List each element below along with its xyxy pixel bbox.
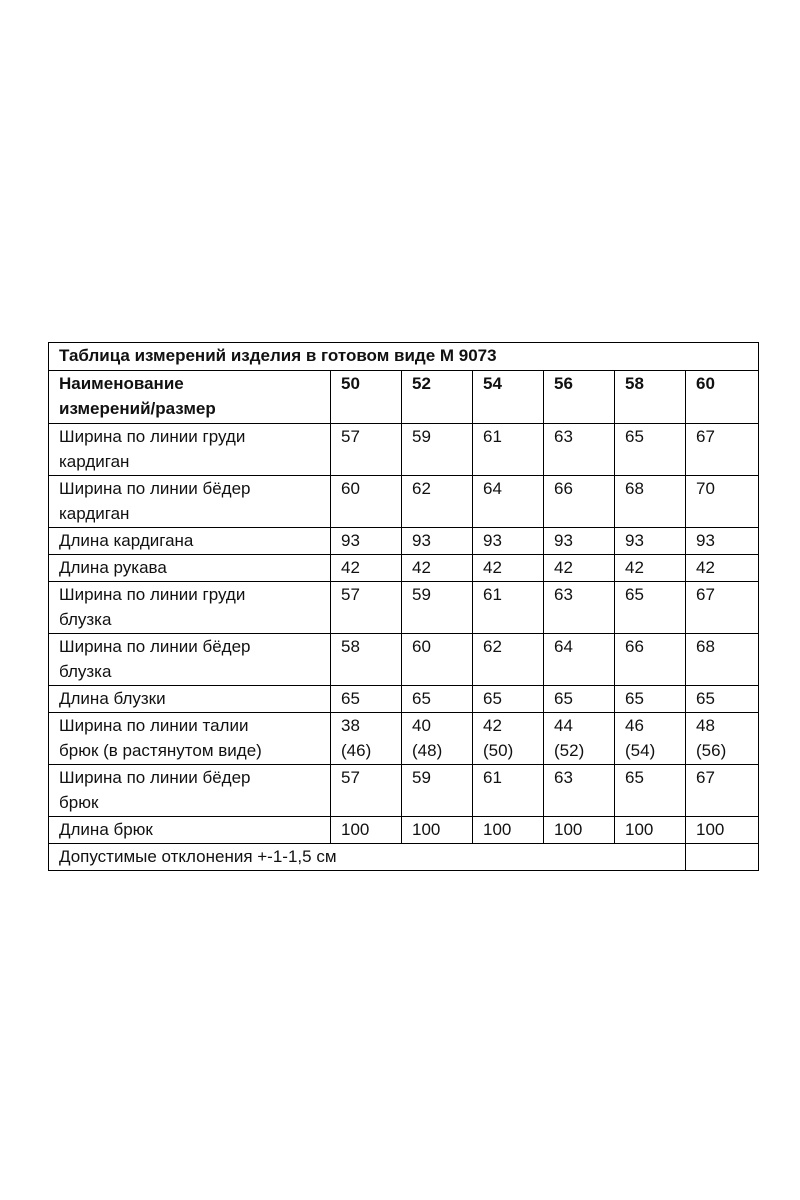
value-line: 93 [554,531,573,550]
row-name-cell [49,765,331,817]
value-cell [615,634,686,686]
value-line: 42 [341,558,360,577]
row-name-cell [49,424,331,476]
row-name-line: Длина брюк [59,820,153,839]
empty-cell [686,844,759,871]
value-cell [544,634,615,686]
value-cell [331,424,402,476]
value-line: 61 [483,768,502,787]
table-footer-row [49,844,759,871]
value-line: 57 [341,585,360,604]
value-line: 100 [483,820,512,839]
value-line: 57 [341,427,360,446]
value-cell [473,713,544,765]
header-name-cell [49,371,331,424]
value-cell [615,424,686,476]
value-cell [615,528,686,555]
value-cell [686,555,759,582]
value-line: 48 [696,716,715,735]
value-line: 100 [341,820,370,839]
value-line: 65 [483,689,502,708]
value-cell [615,686,686,713]
value-line: (56) [696,741,727,760]
value-line: 42 [483,716,502,735]
row-name-cell [49,476,331,528]
value-cell [686,476,759,528]
value-line: 61 [483,427,502,446]
row-name-line: Ширина по линии бёдер [59,768,251,787]
header-size-cell: 50 [331,371,402,424]
row-name-cell [49,555,331,582]
value-cell [615,713,686,765]
value-cell [473,634,544,686]
value-line: 42 [412,558,431,577]
value-line: 93 [341,531,360,550]
value-line: 100 [696,820,725,839]
value-cell [331,817,402,844]
value-cell [544,765,615,817]
value-line: 65 [341,689,360,708]
row-name-cell [49,817,331,844]
table-row [49,686,759,713]
value-line: 100 [625,820,654,839]
value-line: 64 [554,637,573,656]
value-line: 63 [554,427,573,446]
value-cell [331,765,402,817]
header-size-cell: 52 [402,371,473,424]
value-line: 63 [554,768,573,787]
row-name-cell [49,528,331,555]
value-cell [402,634,473,686]
row-name-cell [49,686,331,713]
row-name-line: Ширина по линии груди [59,427,246,446]
value-line: 60 [341,479,360,498]
value-cell [331,686,402,713]
table-row [49,634,759,686]
value-line: 65 [625,768,644,787]
value-cell [402,424,473,476]
header-name-line: Наименование [59,374,184,393]
value-line: 44 [554,716,573,735]
value-cell [331,634,402,686]
value-line: (50) [483,741,514,760]
value-line: 100 [554,820,583,839]
row-name-line: брюк (в растянутом виде) [59,741,262,760]
value-line: 59 [412,427,431,446]
value-cell [615,476,686,528]
value-cell [473,817,544,844]
value-line: 68 [625,479,644,498]
value-line: 46 [625,716,644,735]
value-line: 67 [696,768,715,787]
value-cell [402,817,473,844]
value-line: 70 [696,479,715,498]
value-line: 67 [696,427,715,446]
value-cell [402,476,473,528]
value-cell [686,686,759,713]
value-line: 65 [412,689,431,708]
table-row [49,817,759,844]
row-name-line: Ширина по линии груди [59,585,246,604]
value-line: (46) [341,741,372,760]
value-cell [473,765,544,817]
value-line: 42 [625,558,644,577]
row-name-line: Ширина по линии бёдер [59,637,251,656]
table-row [49,528,759,555]
value-line: 65 [625,427,644,446]
value-cell [473,424,544,476]
value-cell [331,713,402,765]
header-size-cell: 58 [615,371,686,424]
value-cell [402,713,473,765]
value-line: 65 [696,689,715,708]
value-line: 65 [625,689,644,708]
row-name-line: брюк [59,793,99,812]
value-line: 66 [625,637,644,656]
row-name-cell [49,634,331,686]
row-name-line: Длина блузки [59,689,166,708]
value-line: 100 [412,820,441,839]
value-line: 67 [696,585,715,604]
value-cell [686,582,759,634]
value-cell [544,528,615,555]
value-cell [331,555,402,582]
value-line: 66 [554,479,573,498]
value-line: 93 [412,531,431,550]
value-cell [686,713,759,765]
value-cell [615,555,686,582]
table-title: Таблица измерений изделия в готовом виде М 9073 [49,343,759,371]
value-cell [615,765,686,817]
value-cell [544,555,615,582]
table-title-row [49,343,759,371]
header-size-cell: 56 [544,371,615,424]
value-line: 62 [412,479,431,498]
value-cell [402,555,473,582]
value-cell [544,817,615,844]
header-size-cell: 54 [473,371,544,424]
value-cell [402,765,473,817]
value-cell [686,424,759,476]
value-line: 42 [483,558,502,577]
value-cell [473,582,544,634]
row-name-line: кардиган [59,504,130,523]
row-name-cell [49,713,331,765]
value-cell [331,582,402,634]
value-cell [686,528,759,555]
row-name-line: Длина рукава [59,558,167,577]
value-line: (54) [625,741,656,760]
row-name-cell [49,582,331,634]
table-row [49,424,759,476]
row-name-line: блузка [59,610,112,629]
value-cell [331,476,402,528]
value-cell [402,528,473,555]
value-cell [544,582,615,634]
value-line: 62 [483,637,502,656]
row-name-line: Длина кардигана [59,531,194,550]
value-line: 59 [412,768,431,787]
value-cell [473,476,544,528]
value-line: 57 [341,768,360,787]
table-row [49,582,759,634]
value-cell [615,817,686,844]
value-cell [686,634,759,686]
table-header-row [49,371,759,424]
value-line: 93 [625,531,644,550]
table-row [49,713,759,765]
value-cell [473,555,544,582]
value-cell [686,765,759,817]
value-line: 60 [412,637,431,656]
value-cell [402,686,473,713]
value-cell [331,528,402,555]
value-line: 42 [696,558,715,577]
value-line: 65 [554,689,573,708]
value-line: 63 [554,585,573,604]
value-line: 40 [412,716,431,735]
value-cell [544,686,615,713]
value-line: (48) [412,741,443,760]
row-name-line: блузка [59,662,112,681]
value-cell [615,582,686,634]
table-row [49,765,759,817]
value-line: 65 [625,585,644,604]
value-cell [473,528,544,555]
value-line: 59 [412,585,431,604]
value-cell [544,476,615,528]
value-line: 68 [696,637,715,656]
value-line: 58 [341,637,360,656]
value-line: 93 [483,531,502,550]
row-name-line: Ширина по линии бёдер [59,479,251,498]
value-line: (52) [554,741,585,760]
table-row [49,555,759,582]
value-cell [544,424,615,476]
header-size-cell: 60 [686,371,759,424]
table-row [49,476,759,528]
tolerance-note: Допустимые отклонения +-1-1,5 см [49,844,686,871]
value-line: 61 [483,585,502,604]
row-name-line: кардиган [59,452,130,471]
value-line: 42 [554,558,573,577]
value-line: 64 [483,479,502,498]
value-line: 93 [696,531,715,550]
header-name-line: измерений/размер [59,399,216,418]
value-cell [544,713,615,765]
value-cell [402,582,473,634]
value-cell [473,686,544,713]
row-name-line: Ширина по линии талии [59,716,249,735]
value-cell [686,817,759,844]
value-line: 38 [341,716,360,735]
measurements-table [48,342,759,871]
